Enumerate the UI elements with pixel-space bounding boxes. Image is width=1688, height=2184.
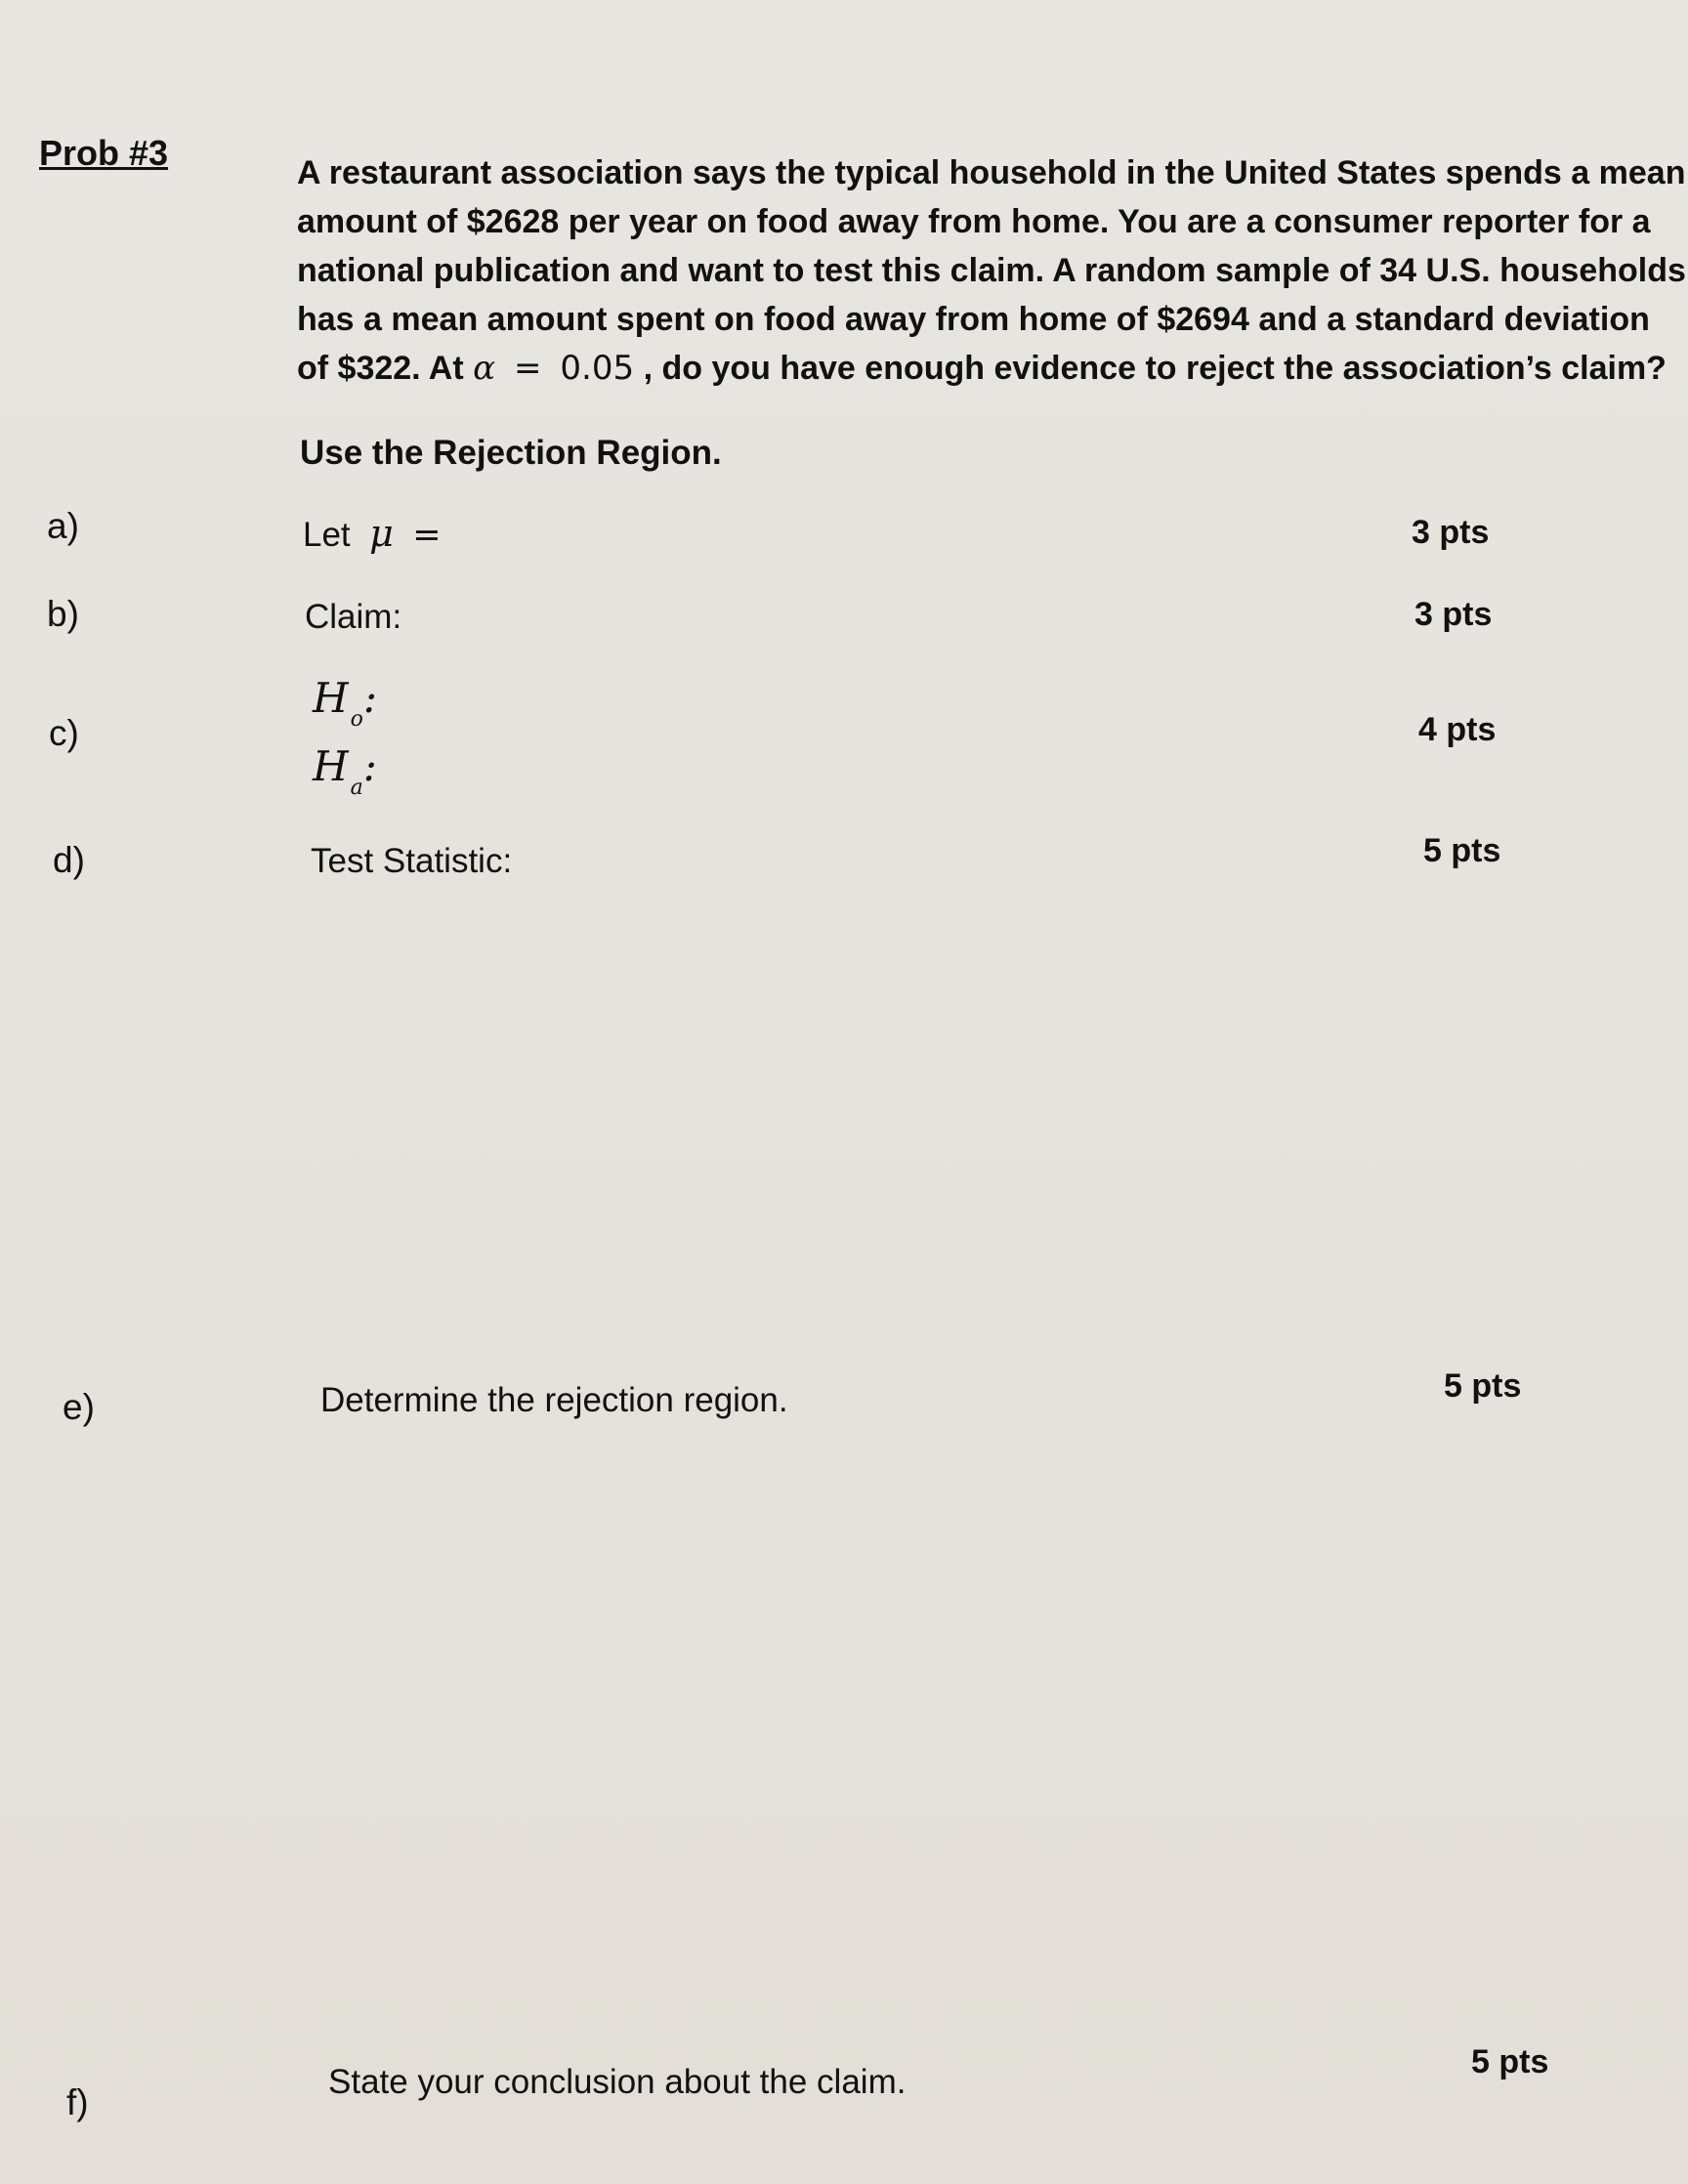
part-d-question: Test Statistic: [311, 842, 513, 880]
problem-line-5: of $322. At α = 0.05 , do you have enough evidence to reject the association’s claim? [297, 349, 1667, 388]
part-d-points: 5 pts [1423, 832, 1501, 869]
alpha-symbol: α [473, 349, 496, 388]
part-c-label: c) [49, 713, 79, 753]
part-a-label: a) [47, 506, 79, 546]
mu-symbol: μ [369, 512, 394, 555]
problem-line-3: national publication and want to test this claim. A random sample of 34 U.S. households [297, 252, 1686, 289]
part-b-label: b) [47, 594, 79, 634]
alternative-hypothesis: $H_a$: [313, 742, 377, 800]
part-a-question: Let μ = [303, 512, 442, 555]
problem-line-4: has a mean amount spent on food away from home of $2694 and a standard deviation [297, 301, 1650, 338]
part-f-label: f) [66, 2082, 89, 2122]
problem-statement [297, 148, 1686, 393]
instruction: Use the Rejection Region. [300, 434, 722, 472]
part-b-question: Claim: [305, 598, 402, 636]
part-d-label: d) [53, 840, 85, 880]
part-f-points: 5 pts [1471, 2043, 1549, 2080]
alpha-value: 0.05 [560, 349, 635, 388]
part-b-points: 3 pts [1414, 596, 1493, 633]
problem-label: Prob #3 [39, 133, 169, 173]
part-f-question: State your conclusion about the claim. [328, 2063, 907, 2101]
part-a-points: 3 pts [1412, 514, 1490, 551]
part-e-question: Determine the rejection region. [320, 1381, 788, 1419]
part-e-points: 5 pts [1444, 1367, 1522, 1405]
null-hypothesis: $H_o$: [313, 674, 378, 732]
problem-line-1: A restaurant association says the typical household in the United States spends a mean [297, 154, 1686, 191]
part-e-label: e) [63, 1387, 95, 1427]
problem-line-2: amount of $2628 per year on food away from home. You are a consumer reporter for a [297, 203, 1651, 240]
part-c-points: 4 pts [1418, 711, 1497, 748]
